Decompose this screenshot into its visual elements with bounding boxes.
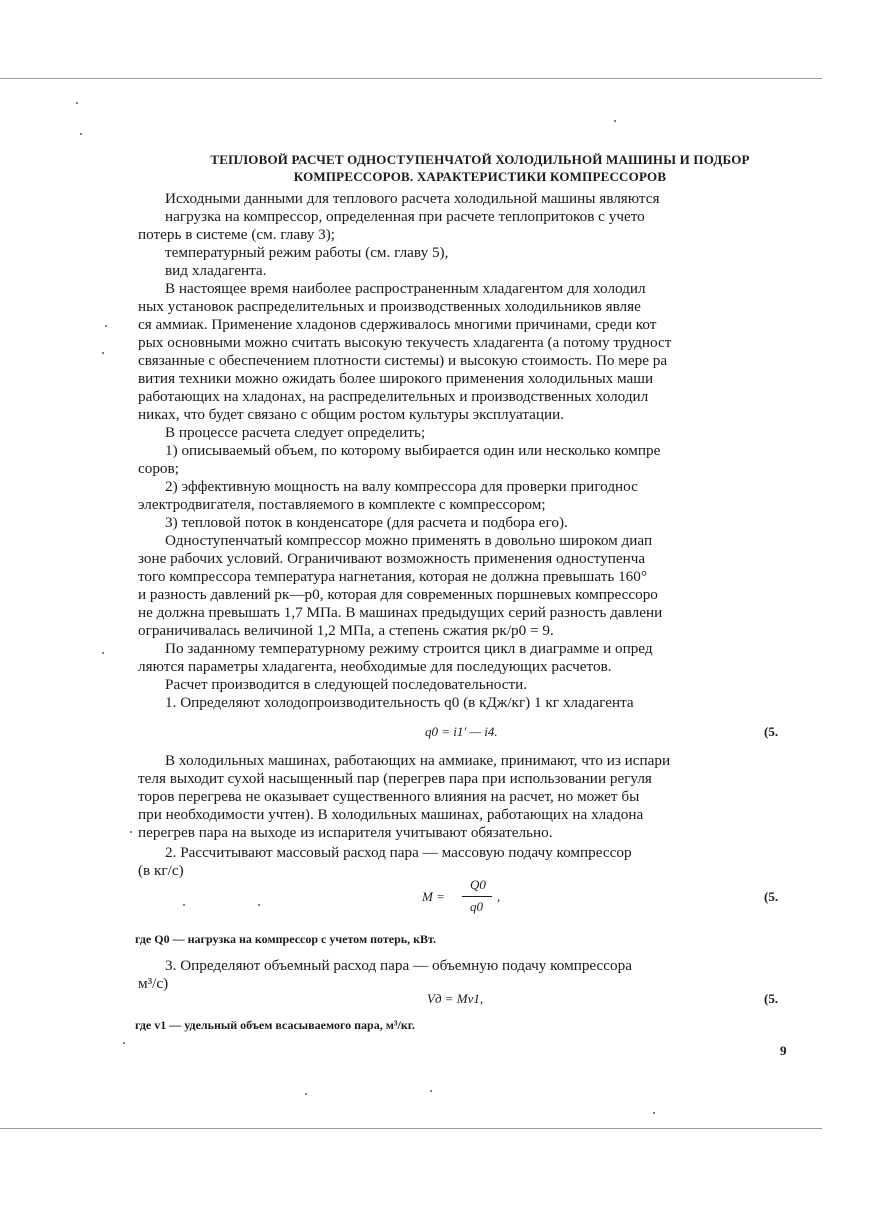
text-line: Исходными данными для теплового расчета холодильной машины являются	[165, 190, 660, 207]
text-line: и разность давлений pк—p0, которая для современных поршневых компрессоро	[138, 586, 658, 603]
text-line: 3. Определяют объемный расход пара — объемную подачу компрессора	[165, 957, 632, 974]
text-line: рых основными можно считать высокую текучесть хладагента (а потому трудност	[138, 334, 672, 351]
text-line: связанные с обеспечением плотности системы) и высокую стоимость. По мере ра	[138, 352, 668, 369]
equation-number-5-3: (5.	[764, 991, 779, 1006]
scan-speck	[614, 120, 616, 122]
text-line: Расчет производится в следующей последовательности.	[165, 676, 528, 693]
text-line: вид хладагента.	[165, 262, 267, 279]
text-line: температурный режим работы (см. главу 5),	[165, 244, 449, 261]
scan-speck	[653, 1112, 655, 1114]
formula-comma: ,	[497, 889, 501, 904]
text-line: ных установок распределительных и производственных холодильников являе	[138, 298, 641, 315]
text-line: соров;	[138, 460, 179, 477]
scan-speck	[258, 904, 260, 906]
fraction-bar	[462, 896, 492, 897]
text-line: м³/с)	[138, 975, 169, 992]
scan-speck	[80, 133, 82, 135]
bottom-rule	[0, 1128, 822, 1129]
text-line: нагрузка на компрессор, определенная при расчете теплопритоков с учето	[165, 208, 645, 225]
equation-number-5-2: (5.	[764, 889, 779, 904]
section-heading-line-1: ТЕПЛОВОЙ РАСЧЕТ ОДНОСТУПЕНЧАТОЙ ХОЛОДИЛЬНОЙ МАШИНЫ И ПОДБОР	[210, 152, 750, 167]
text-line: 2. Рассчитывают массовый расход пара — массовую подачу компрессор	[165, 844, 632, 861]
equation-number-5-1: (5.	[764, 724, 779, 739]
text-line: ограничивалась величиной 1,2 МПа, а степень сжатия pк/p0 = 9.	[138, 622, 554, 639]
scan-speck	[183, 904, 185, 906]
text-line: По заданному температурному режиму строится цикл в диаграмме и опред	[165, 640, 653, 657]
text-line: 3) тепловой поток в конденсаторе (для расчета и подбора его).	[165, 514, 568, 531]
note-line: где v1 — удельный объем всасываемого пара, м³/кг.	[135, 1018, 415, 1032]
formula-5-3: Vд = Mv1,	[427, 991, 484, 1006]
scan-speck	[102, 352, 104, 354]
note-line: где Q0 — нагрузка на компрессор с учетом потерь, кВт.	[135, 932, 437, 946]
page-number: 9	[780, 1043, 787, 1058]
text-line: теля выходит сухой насыщенный пар (перегрев пара при использовании регуля	[138, 770, 652, 787]
scan-speck	[102, 652, 104, 654]
text-line: В холодильных машинах, работающих на аммиаке, принимают, что из испари	[165, 752, 671, 769]
text-line: В настоящее время наиболее распространенным хладагентом для холодил	[165, 280, 646, 297]
text-line: зоне рабочих условий. Ограничивают возможность применения одноступенча	[138, 550, 646, 567]
text-line: В процессе расчета следует определить;	[165, 424, 426, 441]
text-line: никах, что будет связано с общим ростом культуры эксплуатации.	[138, 406, 565, 423]
fraction-numerator: Q0	[470, 877, 486, 892]
formula-5-1: q0 = i1′ — i4.	[425, 724, 498, 739]
text-line: торов перегрева не оказывает существенного влияния на расчет, но может бы	[138, 788, 640, 805]
fraction-denominator: q0	[470, 899, 483, 914]
text-line: электродвигателя, поставляемого в комплекте с компрессором;	[138, 496, 546, 513]
text-line: 2) эффективную мощность на валу компрессора для проверки пригоднос	[165, 478, 638, 495]
text-line: работающих на хладонах, на распределительных и производственных холодил	[138, 388, 649, 405]
scan-speck	[123, 1042, 125, 1044]
section-heading-line-2: КОМПРЕССОРОВ. ХАРАКТЕРИСТИКИ КОМПРЕССОРОВ	[293, 169, 667, 184]
text-line: потерь в системе (см. главу 3);	[138, 226, 336, 243]
text-line: ляются параметры хладагента, необходимые для последующих расчетов.	[138, 658, 612, 675]
formula-5-2	[418, 877, 508, 921]
top-rule	[0, 78, 822, 79]
scan-speck	[130, 831, 132, 833]
scan-speck	[305, 1093, 307, 1095]
text-line: Одноступенчатый компрессор можно применять в довольно широком диап	[165, 532, 653, 549]
text-line: 1) описываемый объем, по которому выбирается один или несколько компре	[165, 442, 661, 459]
scan-speck	[76, 102, 78, 104]
scan-speck	[430, 1090, 432, 1092]
text-line: того компрессора температура нагнетания, которая не должна превышать 160°	[138, 568, 647, 585]
text-line: перегрев пара на выходе из испарителя учитывают обязательно.	[138, 824, 553, 841]
text-line: (в кг/с)	[138, 862, 184, 879]
scan-speck	[105, 325, 107, 327]
formula-lhs: M =	[422, 889, 445, 904]
text-line: не должна превышать 1,7 МПа. В машинах предыдущих серий разность давлени	[138, 604, 663, 621]
text-line: вития техники можно ожидать более широкого применения холодильных маши	[138, 370, 654, 387]
text-line: при необходимости учтен). В холодильных машинах, работающих на хладона	[138, 806, 644, 823]
text-line: 1. Определяют холодопроизводительность q0 (в кДж/кг) 1 кг хладагента	[165, 694, 634, 711]
text-line: ся аммиак. Применение хладонов сдерживалось многими причинами, среди кот	[138, 316, 657, 333]
